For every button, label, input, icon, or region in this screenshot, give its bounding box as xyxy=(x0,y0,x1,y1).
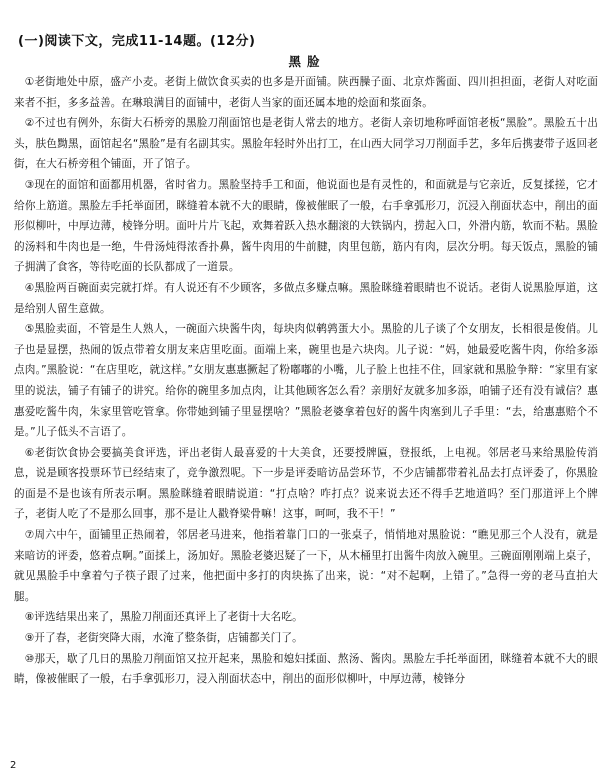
page-number: 2 xyxy=(10,760,17,771)
paragraph-2: ②不过也有例外，东街大石桥旁的黑脸刀削面馆也是老街人常去的地方。老街人亲切地称呼面馆老板“黑脸”。黑脸五十出头，肤色黝黑，面馆起名“黑脸”是有名副其实。黑脸年轻时外出打工，在山西大同学习刀削面手艺，多年后携妻带子返回老街，在大石桥旁租个铺面，开了馆子。 xyxy=(14,117,598,171)
paragraph-8: ⑧评选结果出来了，黑脸刀削面还真评上了老街十大名吃。 xyxy=(24,611,303,624)
article-body xyxy=(14,72,598,690)
paragraph-3: ③现在的面馆和面都用机器，省时省力。黑脸坚持手工和面，他说面也是有灵性的，和面就是与它亲近，反复揉搓，它才给你上筋道。黑脸左手托举面团，眯缝着本就不大的眼睛，像被催眠了一般，右手拿弧形刀，沉浸入削面状态中，削出的面形似柳叶，中厚边薄，棱锋分明。面叶片片飞起，欢舞着跃入热水翻滚的大铁锅内，捞起入口，外滑内筋，软而不粘。黑脸的汤料和牛肉也是一绝，牛骨汤炖得浓香扑鼻，酱牛肉用的牛前腱，肉里包筋，筋内有肉，层次分明。每天饭点，黑脸的铺子拥满了食客，等待吃面的长队都成了一道景。 xyxy=(14,178,598,274)
paragraph-9: ⑨开了春，老街突降大雨，水淹了整条街，店铺都关门了。 xyxy=(24,632,303,645)
paragraph-7: ⑦周六中午，面铺里正热闹着，邻居老马进来，他指着靠门口的一张桌子，悄悄地对黑脸说：“瞧见那三个人没有，就是来暗访的评委，悠着点啊。”面揉上，汤加好。黑脸老婆迟疑了一下，从木桶里打出酱牛肉放入碗里。三碗面刚刚端上桌子，就见黑脸手中拿着勺子筷子跟了过来，他把面中多打的肉块拣了出来，说：“对不起啊，上错了。”急得一旁的老马直拍大腿。 xyxy=(14,529,598,603)
paragraph-1: ①老街地处中原，盛产小麦。老街上做饮食买卖的也多是开面铺。陕西臊子面、北京炸酱面、四川担担面，老街人对吃面来者不拒，多多益善。在琳琅满目的面铺中，老街人当家的面还属本地的烩面和浆面条。 xyxy=(14,76,598,109)
paragraph-5: ⑤黑脸卖面，不管是生人熟人，一碗面六块酱牛肉，每块肉似鹌鹑蛋大小。黑脸的儿子谈了个女朋友，长相很是俊俏。儿子也是显摆，热闹的饭点带着女朋友来店里吃面。面端上来，碗里也是六块肉。儿子说：“妈，她最爱吃酱牛肉，你给多添点肉。”黑脸说：“在店里吃，就这样。”女朋友惠惠撅起了粉嘟嘟的小嘴，儿子脸上也挂不住，回家就和黑脸争辩：“家里有家里的说法，铺子有铺子的讲究。给你的碗里多加点肉，让其他顾客怎么看？亲朋好友就多加多添，咱铺子还有没有诚信？惠惠爱吃酱牛肉，朱家里管吃管拿。你带她到铺子里显摆啥？”黑脸老婆拿着包好的酱牛肉塞到儿子手里：“去，给惠惠赔个不是。”儿子低头不言语了。 xyxy=(14,323,598,439)
paragraph-6: ⑥老街饮食协会要搞美食评选，评出老街人最喜爱的十大美食，还要授牌匾，登报纸，上电视。邻居老马来给黑脸传消息，说是顾客投票环节已经结束了，竞争激烈呢。下一步是评委暗访品尝环节，不少店铺都带着礼品去打点评委了，你黑脸的面是不是也该有所表示啊。黑脸眯缝着眼睛说道：“打点啥？咋打点？说来说去还不得手艺地道吗？至门那道评上个牌子，老街人吃了不是那么回事，那不是让人戳脊梁骨嘛！这事，呵呵，我不干！” xyxy=(14,446,598,521)
paragraph-10: ⑩那天，歇了几日的黑脸刀削面馆又拉开起来，黑脸和媳妇揉面、熬汤、酱肉。黑脸左手托举面团，眯缝着本就不大的眼睛，像被催眠了一般，右手拿弧形刀，浸入削面状态中，削出的面形似柳叶，中厚边薄，棱锋分 xyxy=(14,652,598,686)
paragraph-4: ④黑脸两百碗面卖完就打烊。有人说还有不少顾客，多做点多赚点嘛。黑脸眯缝着眼睛也不说话。老街人说黑脸厚道，这是给别人留生意做。 xyxy=(14,281,598,315)
section-heading: (一)阅读下文，完成11-14题。(12分) xyxy=(18,34,256,49)
article-title: 黑脸 xyxy=(288,54,326,69)
